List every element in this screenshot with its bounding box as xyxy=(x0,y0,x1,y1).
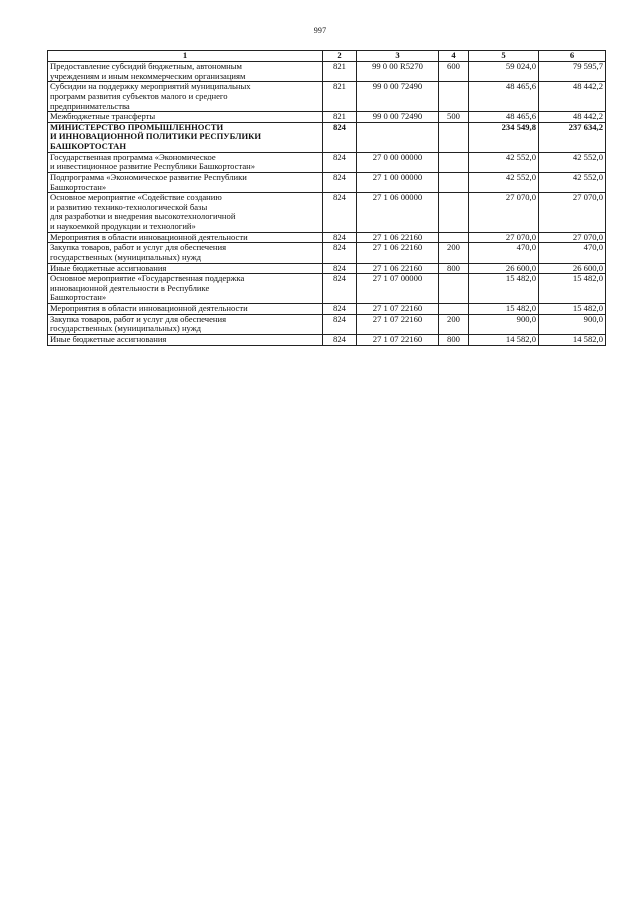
row-ministry-code: 824 xyxy=(323,172,357,192)
row-name: Подпрограмма «Экономическое развитие Республики Башкортостан» xyxy=(48,172,323,192)
table-row xyxy=(48,62,606,82)
table-row xyxy=(48,314,606,334)
row-amount-year2: 470,0 xyxy=(539,243,606,263)
table-row xyxy=(48,82,606,112)
row-ministry-code: 821 xyxy=(323,112,357,123)
row-name: Основное мероприятие «Государственная поддержка инновационной деятельности в Республике Башкортостан» xyxy=(48,274,323,304)
row-amount-year2: 42 552,0 xyxy=(539,152,606,172)
row-article-code: 27 0 00 00000 xyxy=(357,152,439,172)
row-article-code: 27 1 07 22160 xyxy=(357,334,439,345)
row-name: Межбюджетные трансферты xyxy=(48,112,323,123)
row-expense-type: 200 xyxy=(439,314,469,334)
row-ministry-code: 821 xyxy=(323,82,357,112)
row-article-code: 27 1 06 22160 xyxy=(357,232,439,243)
row-amount-year2: 237 634,2 xyxy=(539,122,606,152)
row-ministry-code: 824 xyxy=(323,334,357,345)
row-name: Закупка товаров, работ и услуг для обеспечения государственных (муниципальных) нужд xyxy=(48,314,323,334)
row-expense-type xyxy=(439,172,469,192)
row-expense-type: 800 xyxy=(439,263,469,274)
row-expense-type: 800 xyxy=(439,334,469,345)
row-amount-year2: 27 070,0 xyxy=(539,193,606,233)
column-header-2: 2 xyxy=(323,51,357,62)
row-expense-type: 600 xyxy=(439,62,469,82)
row-amount-year1: 42 552,0 xyxy=(469,152,539,172)
row-amount-year1: 27 070,0 xyxy=(469,193,539,233)
row-ministry-code: 824 xyxy=(323,232,357,243)
budget-table xyxy=(47,50,606,346)
row-amount-year1: 26 600,0 xyxy=(469,263,539,274)
table-row xyxy=(48,172,606,192)
table-row xyxy=(48,232,606,243)
row-ministry-code: 824 xyxy=(323,193,357,233)
row-amount-year2: 48 442,2 xyxy=(539,82,606,112)
row-amount-year2: 15 482,0 xyxy=(539,304,606,315)
row-name: Иные бюджетные ассигнования xyxy=(48,263,323,274)
row-expense-type: 500 xyxy=(439,112,469,123)
table-body xyxy=(48,62,606,346)
row-amount-year1: 42 552,0 xyxy=(469,172,539,192)
table-row xyxy=(48,193,606,233)
row-name: МИНИСТЕРСТВО ПРОМЫШЛЕННОСТИ И ИННОВАЦИОННОЙ ПОЛИТИКИ РЕСПУБЛИКИ БАШКОРТОСТАН xyxy=(48,122,323,152)
row-amount-year1: 15 482,0 xyxy=(469,304,539,315)
row-expense-type xyxy=(439,193,469,233)
table-row xyxy=(48,152,606,172)
row-article-code: 27 1 00 00000 xyxy=(357,172,439,192)
row-amount-year1: 470,0 xyxy=(469,243,539,263)
table-row xyxy=(48,334,606,345)
table-row xyxy=(48,122,606,152)
table-header-row xyxy=(48,51,606,62)
row-expense-type xyxy=(439,152,469,172)
row-ministry-code: 824 xyxy=(323,263,357,274)
row-article-code: 27 1 07 00000 xyxy=(357,274,439,304)
row-amount-year2: 900,0 xyxy=(539,314,606,334)
row-amount-year1: 14 582,0 xyxy=(469,334,539,345)
table-row xyxy=(48,274,606,304)
row-ministry-code: 824 xyxy=(323,274,357,304)
row-article-code: 99 0 00 72490 xyxy=(357,82,439,112)
row-name: Основное мероприятие «Содействие созданию и развитию технико-технологической базы для разработки и внедрения высокотехнологичной и наукоемкой продукции и технологий» xyxy=(48,193,323,233)
row-name: Субсидии на поддержку мероприятий муниципальных программ развития субъектов малого и среднего предпринимательства xyxy=(48,82,323,112)
row-name: Мероприятия в области инновационной деятельности xyxy=(48,232,323,243)
row-amount-year1: 27 070,0 xyxy=(469,232,539,243)
table-row xyxy=(48,304,606,315)
row-amount-year2: 42 552,0 xyxy=(539,172,606,192)
column-header-4: 4 xyxy=(439,51,469,62)
row-article-code: 27 1 06 22160 xyxy=(357,263,439,274)
row-article-code xyxy=(357,122,439,152)
row-amount-year2: 79 595,7 xyxy=(539,62,606,82)
row-expense-type xyxy=(439,122,469,152)
row-article-code: 27 1 07 22160 xyxy=(357,304,439,315)
row-name: Иные бюджетные ассигнования xyxy=(48,334,323,345)
row-name: Предоставление субсидий бюджетным, автономным учреждениям и иным некоммерческим организациям xyxy=(48,62,323,82)
row-ministry-code: 821 xyxy=(323,62,357,82)
row-name: Закупка товаров, работ и услуг для обеспечения государственных (муниципальных) нужд xyxy=(48,243,323,263)
row-ministry-code: 824 xyxy=(323,243,357,263)
row-amount-year2: 26 600,0 xyxy=(539,263,606,274)
row-amount-year1: 900,0 xyxy=(469,314,539,334)
page-number: 997 xyxy=(313,26,327,35)
row-expense-type xyxy=(439,274,469,304)
row-expense-type xyxy=(439,82,469,112)
row-amount-year2: 14 582,0 xyxy=(539,334,606,345)
row-amount-year1: 48 465,6 xyxy=(469,112,539,123)
row-amount-year1: 59 024,0 xyxy=(469,62,539,82)
row-article-code: 27 1 07 22160 xyxy=(357,314,439,334)
row-amount-year2: 48 442,2 xyxy=(539,112,606,123)
row-article-code: 99 0 00 R5270 xyxy=(357,62,439,82)
row-name: Государственная программа «Экономическое и инвестиционное развитие Республики Башкортостан» xyxy=(48,152,323,172)
row-article-code: 27 1 06 00000 xyxy=(357,193,439,233)
row-article-code: 99 0 00 72490 xyxy=(357,112,439,123)
row-amount-year2: 27 070,0 xyxy=(539,232,606,243)
table-row xyxy=(48,263,606,274)
table-row xyxy=(48,243,606,263)
table-row xyxy=(48,112,606,123)
row-expense-type xyxy=(439,304,469,315)
row-amount-year1: 15 482,0 xyxy=(469,274,539,304)
row-amount-year1: 48 465,6 xyxy=(469,82,539,112)
row-ministry-code: 824 xyxy=(323,122,357,152)
column-header-6: 6 xyxy=(539,51,606,62)
row-article-code: 27 1 06 22160 xyxy=(357,243,439,263)
row-expense-type xyxy=(439,232,469,243)
row-ministry-code: 824 xyxy=(323,304,357,315)
row-ministry-code: 824 xyxy=(323,152,357,172)
row-expense-type: 200 xyxy=(439,243,469,263)
column-header-1: 1 xyxy=(48,51,323,62)
column-header-3: 3 xyxy=(357,51,439,62)
row-amount-year1: 234 549,8 xyxy=(469,122,539,152)
row-name: Мероприятия в области инновационной деятельности xyxy=(48,304,323,315)
row-amount-year2: 15 482,0 xyxy=(539,274,606,304)
column-header-5: 5 xyxy=(469,51,539,62)
row-ministry-code: 824 xyxy=(323,314,357,334)
